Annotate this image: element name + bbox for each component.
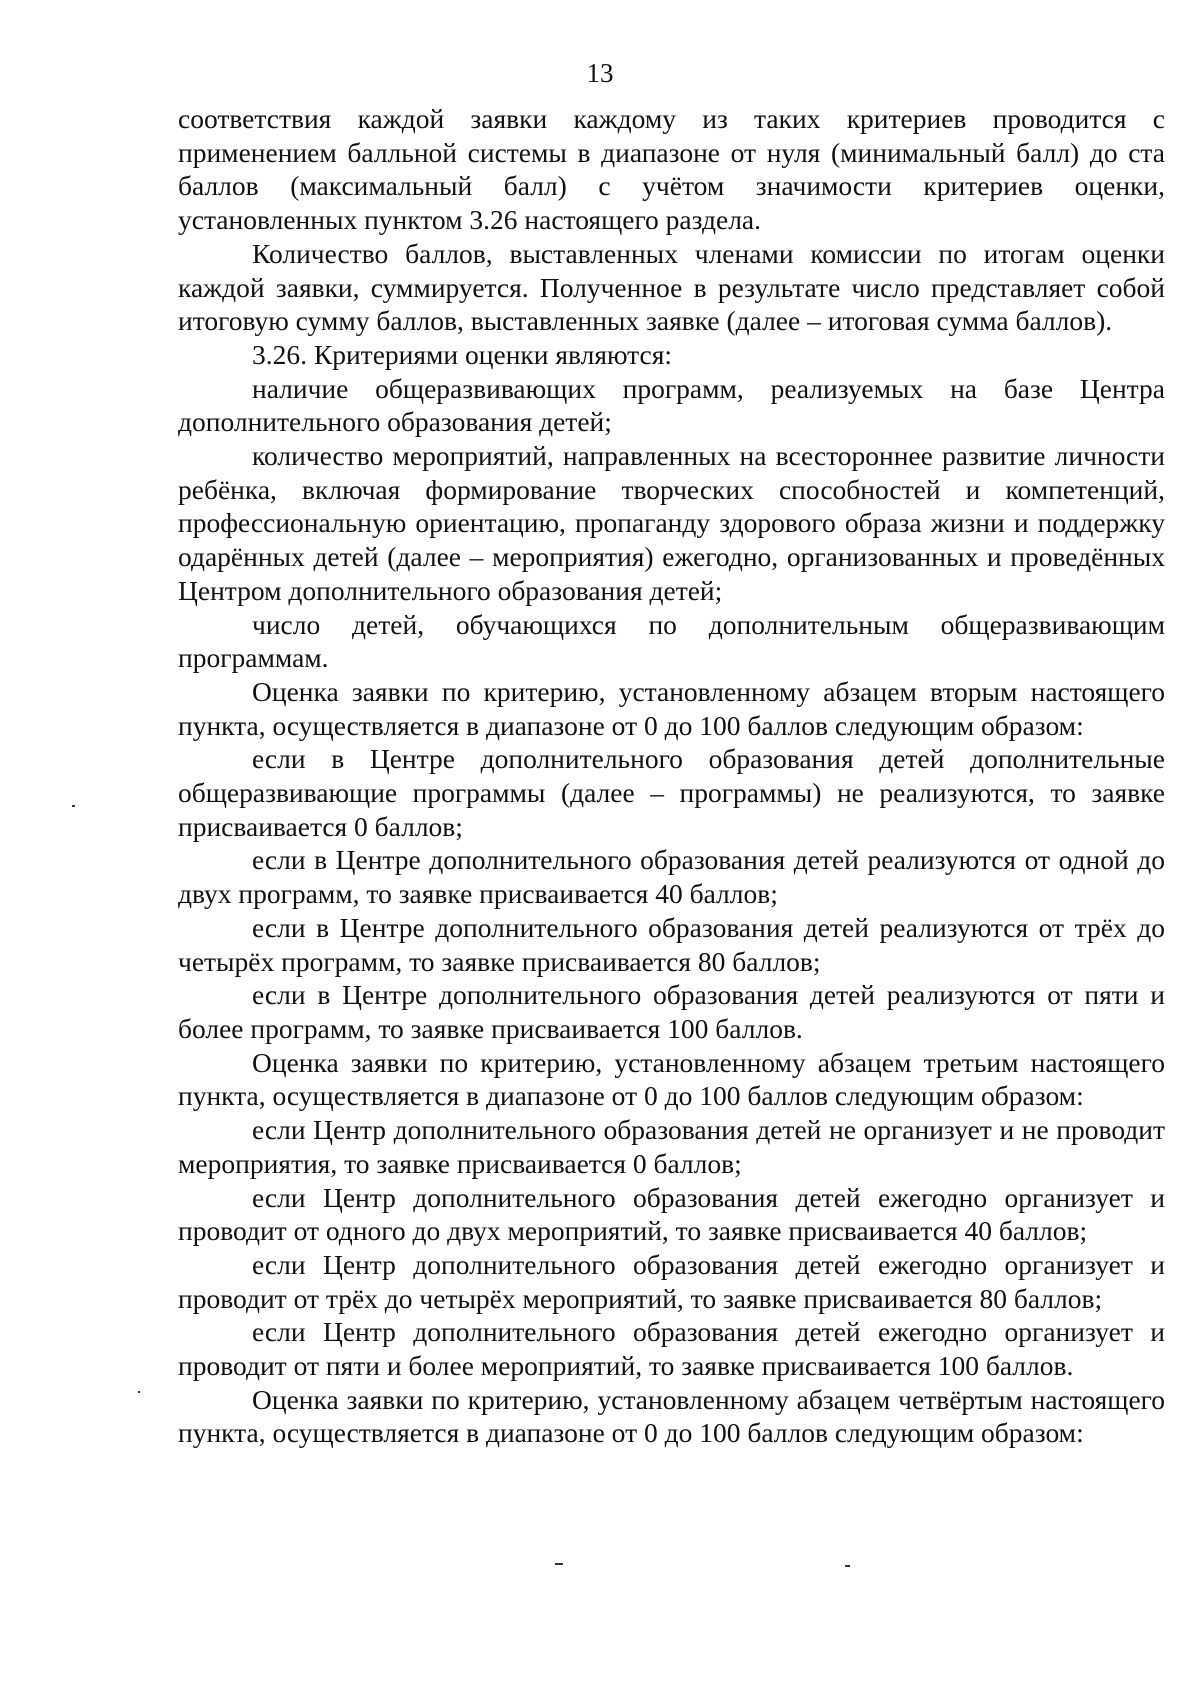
paragraph-assessment-events: Оценка заявки по критерию, установленному абзацем третьим настоящего пункта, осуществляется в диапазоне от 0 до 100 баллов следующим образом: (178, 1046, 1165, 1112)
paragraph-programs-40: если в Центре дополнительного образования детей реализуются от одной до двух программ, то заявке присваивается 40 баллов; (178, 844, 1165, 910)
scan-speck (555, 1563, 563, 1565)
paragraph-assessment-programs: Оценка заявки по критерию, установленному абзацем вторым настоящего пункта, осуществляется в диапазоне от 0 до 100 баллов следующим образом: (178, 675, 1165, 741)
paragraph-programs-0: если в Центре дополнительного образования детей дополнительные общеразвивающие программы (далее – программы) не реализуются, то заявке присваивается 0 баллов; (178, 743, 1165, 842)
paragraph-programs-80: если в Центре дополнительного образования детей реализуются от трёх до четырёх программ, то заявке присваивается 80 баллов; (178, 911, 1165, 977)
document-body (178, 102, 1165, 1450)
paragraph-events-0: если Центр дополнительного образования детей не организует и не проводит мероприятия, то заявке присваивается 0 баллов; (178, 1114, 1165, 1179)
paragraph-programs-100: если в Центре дополнительного образования детей реализуются от пяти и более программ, то заявке присваивается 100 баллов. (178, 979, 1165, 1044)
page-number: 13 (586, 58, 614, 88)
paragraph-assessment-children: Оценка заявки по критерию, установленному абзацем четвёртым настоящего пункта, осуществляется в диапазоне от 0 до 100 баллов следующим образом: (178, 1383, 1165, 1449)
scan-speck (845, 1565, 850, 1567)
scan-speck (138, 1391, 140, 1393)
scan-speck (72, 805, 75, 807)
paragraph-events-100: если Центр дополнительного образования детей ежегодно организует и проводит от пяти и более мероприятий, то заявке присваивается 100 баллов. (178, 1316, 1165, 1382)
paragraph-score-sum: Количество баллов, выставленных членами комиссии по итогам оценки каждой заявки, суммируется. Полученное в результате число представляет собой итоговую сумму баллов, выставленных заявке (далее – итоговая сумма баллов). (178, 237, 1165, 337)
paragraph-criterion-events: количество мероприятий, направленных на всестороннее развитие личности ребёнка, включая формирование творческих способностей и компетенций, профессиональную ориентацию, пропаганду здорового образа жизни и поддержку одарённых детей (далее – мероприятия) ежегодно, организованных и проведённых Центром дополнительного образования детей; (178, 440, 1165, 606)
paragraph-criterion-children: число детей, обучающихся по дополнительным общеразвивающим программам. (178, 608, 1165, 674)
paragraph-criterion-programs: наличие общеразвивающих программ, реализуемых на базе Центра дополнительного образования детей; (178, 372, 1165, 438)
paragraph-criteria-heading: 3.26. Критериями оценки являются: (252, 338, 673, 370)
paragraph-events-40: если Центр дополнительного образования детей ежегодно организует и проводит от одного до двух мероприятий, то заявке присваивается 40 баллов; (178, 1181, 1165, 1247)
paragraph-events-80: если Центр дополнительного образования детей ежегодно организует и проводит от трёх до четырёх мероприятий, то заявке присваивается 80 баллов; (178, 1248, 1165, 1314)
paragraph-continuation: соответствия каждой заявки каждому из таких критериев проводится с применением балльной системы в диапазоне от нуля (минимальный балл) до ста баллов (максимальный балл) с учётом значимости критериев оценки, установленных пунктом 3.26 настоящего раздела. (178, 103, 1165, 236)
